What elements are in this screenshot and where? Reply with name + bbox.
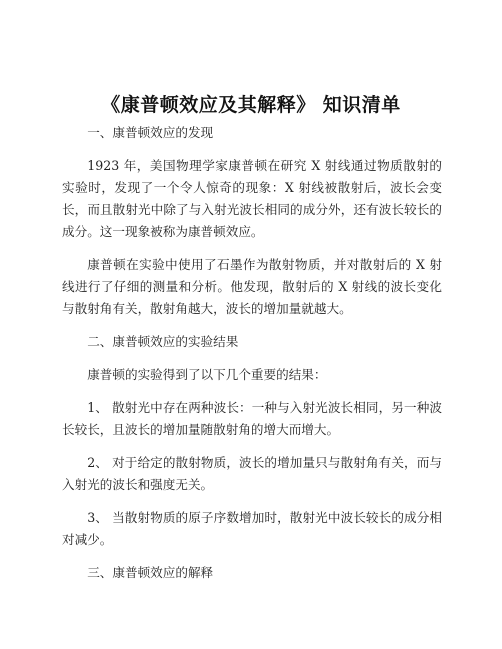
result-item-3: 3、 当散射物质的原子序数增加时，散射光中波长较长的成分相对减少。: [62, 510, 442, 547]
paragraph-discovery-1: 1923 年，美国物理学家康普顿在研究 X 射线通过物质散射的实验时，发现了一个令人惊奇的现象：X 射线被散射后，波长会变长，而且散射光中除了与入射光波长相同的成分外，还有波长较长的成分。这一现象被称为康普顿效应。: [62, 158, 442, 239]
document-body: [62, 122, 442, 595]
result-item-2: 2、 对于给定的散射物质，波长的增加量只与散射角有关，而与入射光的波长和强度无关。: [62, 455, 442, 492]
document-title: 《康普顿效应及其解释》 知识清单: [101, 94, 401, 116]
result-item-1: 1、 散射光中存在两种波长：一种与入射光波长相同，另一种波长较长，且波长的增加量随散射角的增大而增大。: [62, 400, 442, 437]
paragraph-results-intro: 康普顿的实验得到了以下几个重要的结果：: [87, 367, 327, 382]
paragraph-discovery-2: 康普顿在实验中使用了石墨作为散射物质，并对散射后的 X 射线进行了仔细的测量和分析。他发现，散射后的 X 射线的波长变化与散射角有关，散射角越大，波长的增加量就越大。: [62, 257, 442, 316]
section-heading-discovery: 一、康普顿效应的发现: [87, 125, 214, 140]
section-heading-explanation: 三、康普顿效应的解释: [87, 565, 214, 580]
section-heading-results: 二、康普顿效应的实验结果: [87, 334, 239, 349]
